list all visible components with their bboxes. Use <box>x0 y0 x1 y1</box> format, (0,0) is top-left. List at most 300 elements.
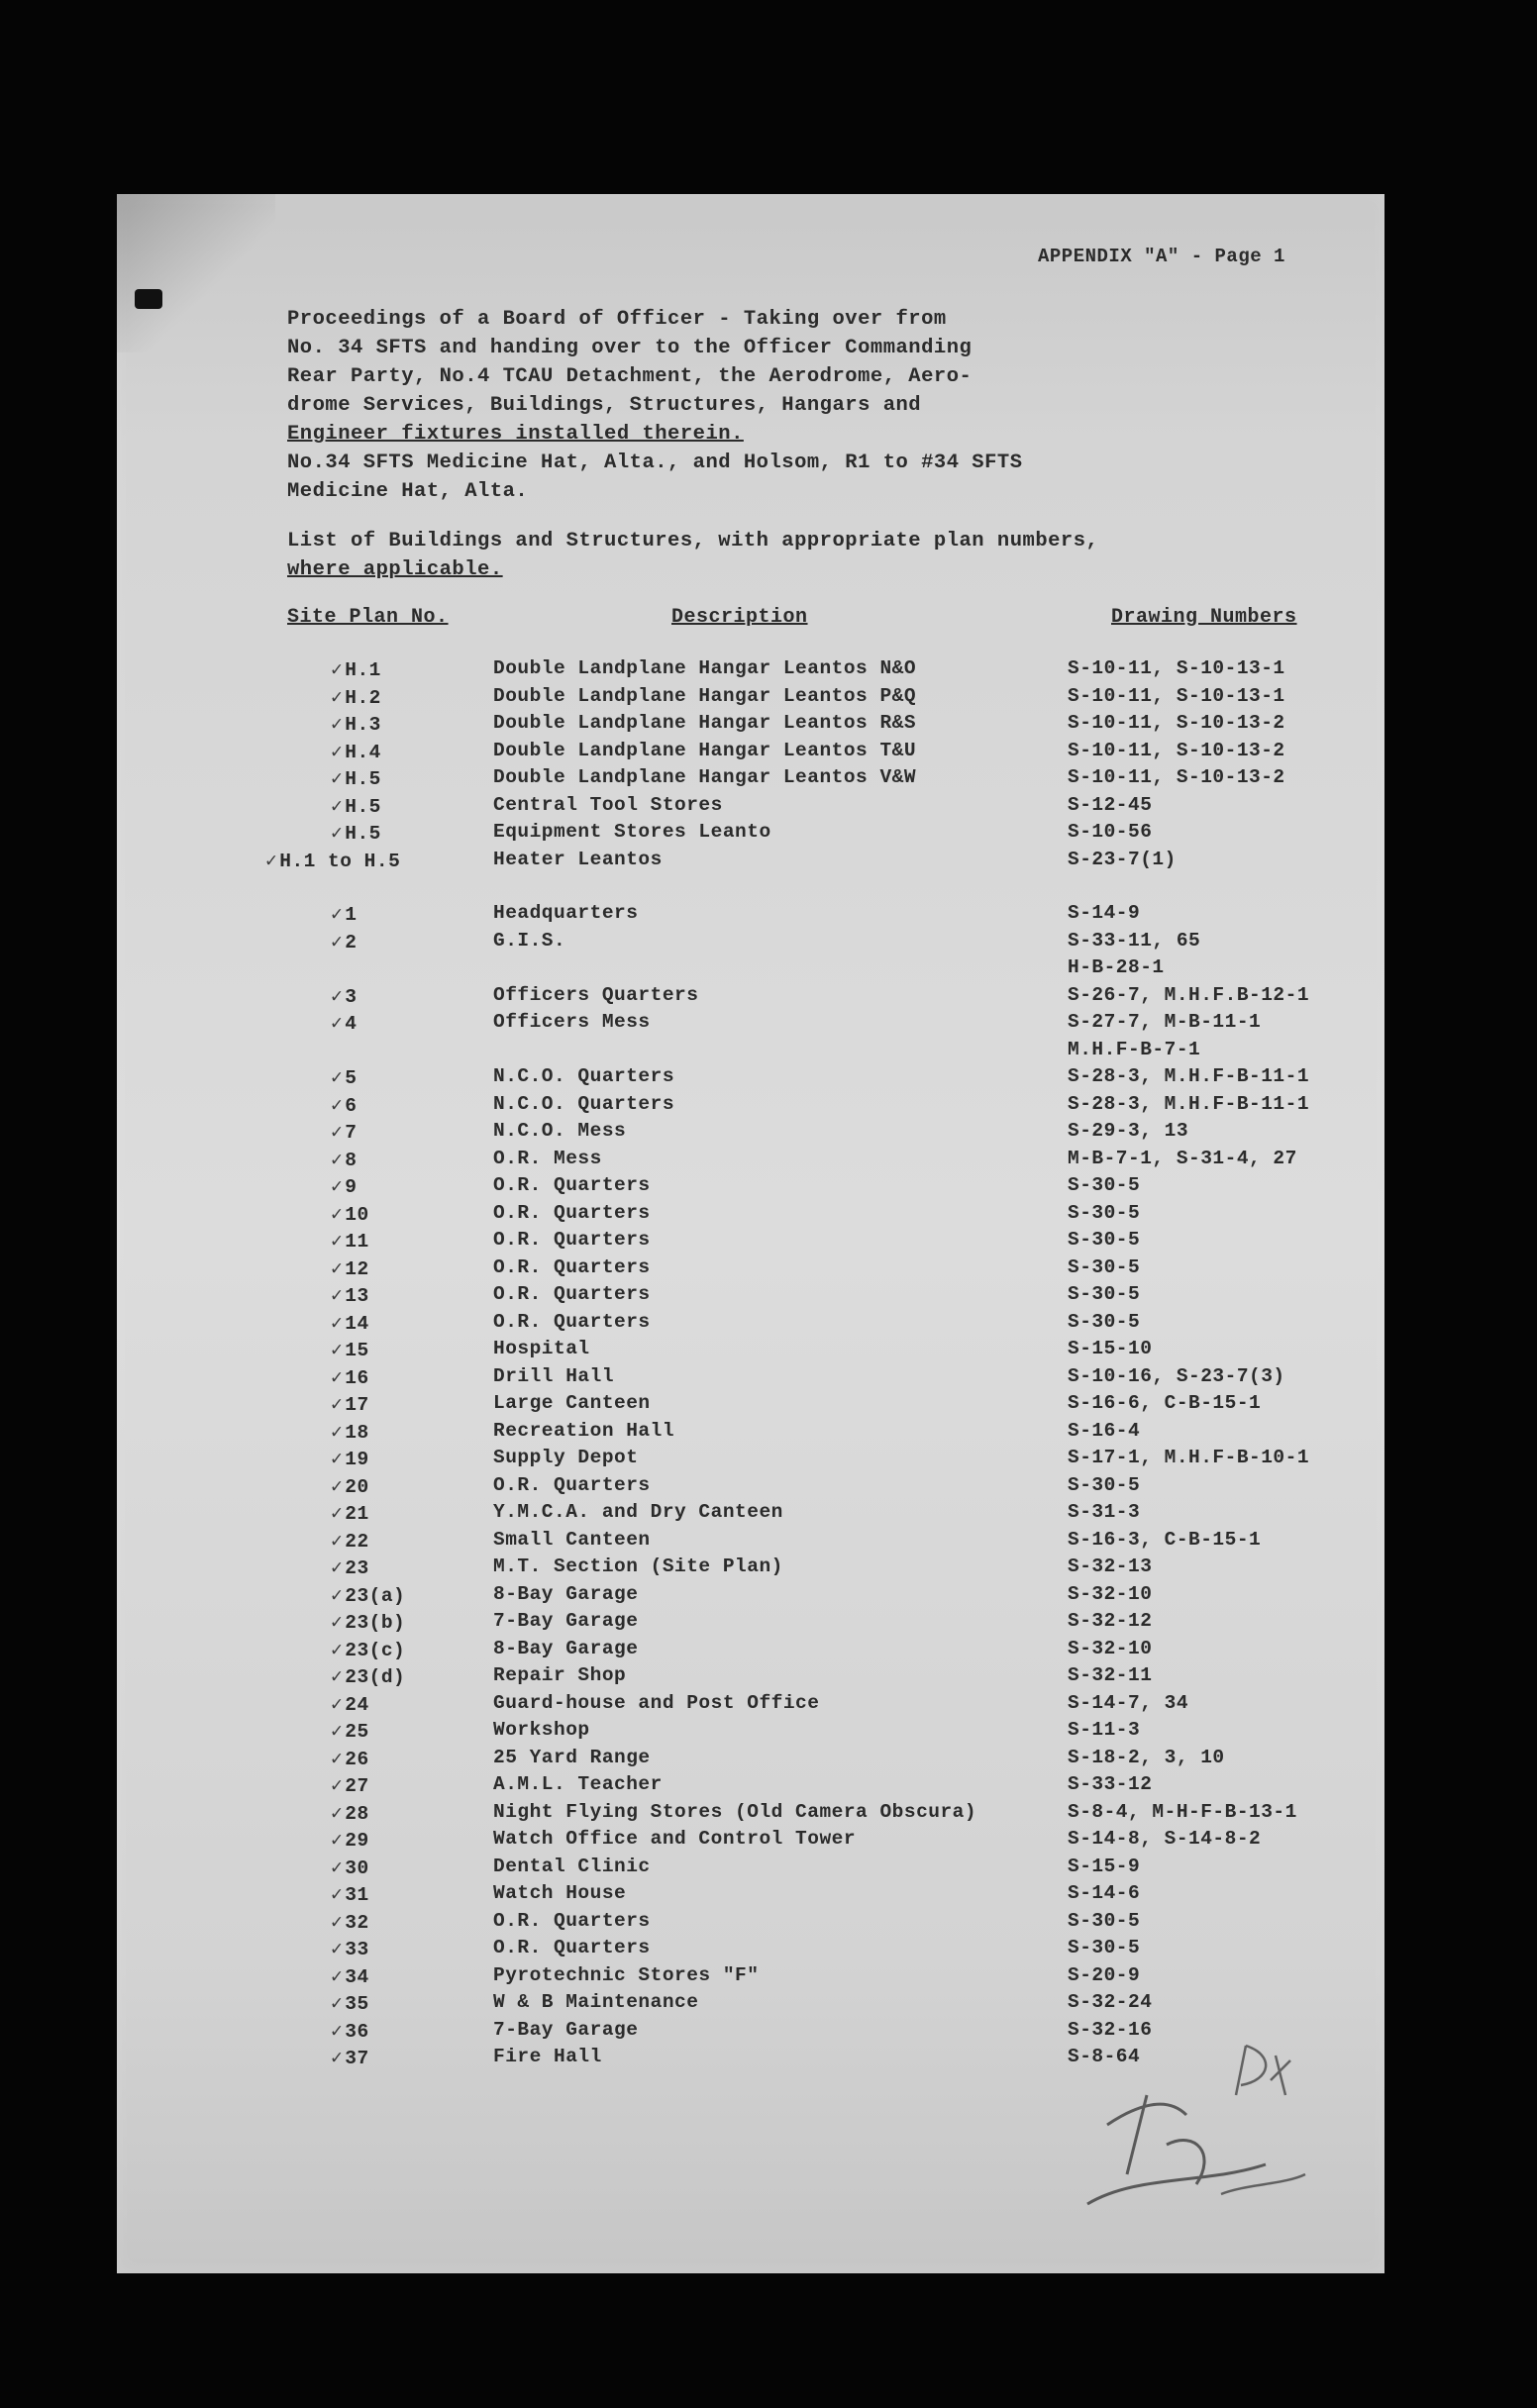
site-plan-cell <box>265 849 414 872</box>
table-row <box>117 1447 1384 1474</box>
table-row <box>117 712 1384 740</box>
list-intro-line: List of Buildings and Structures, with appropriate plan numbers, <box>287 530 1099 552</box>
drawing-number-cell: S-32-13 <box>1068 1555 1153 1577</box>
appendix-label: APPENDIX "A" - Page 1 <box>1038 246 1285 267</box>
table-row <box>117 1937 1384 1964</box>
table-row <box>117 1583 1384 1611</box>
site-plan-cell <box>331 1583 479 1607</box>
description-cell: Officers Quarters <box>493 983 699 1006</box>
site-plan-number: H.1 to H.5 <box>279 850 401 872</box>
heading-line: Rear Party, No.4 TCAU Detachment, the Aerodrome, Aero- <box>287 365 973 388</box>
site-plan-cell <box>331 1420 479 1444</box>
table-row <box>117 1692 1384 1720</box>
drawing-number-cell: S-10-56 <box>1068 821 1153 843</box>
drawing-number-cell: S-23-7(1) <box>1068 848 1177 870</box>
drawing-numbers-header: Drawing Numbers <box>1111 606 1297 629</box>
check-mark-icon: ✓ <box>331 741 344 763</box>
drawing-number-cell: S-10-11, S-10-13-2 <box>1068 739 1285 761</box>
site-plan-number: H.5 <box>345 795 381 818</box>
description-cell: 7-Bay Garage <box>493 2018 639 2041</box>
site-plan-cell <box>331 902 479 926</box>
site-plan-number: 17 <box>345 1394 369 1416</box>
site-plan-number: H.2 <box>345 686 381 709</box>
drawing-number-cell: S-33-12 <box>1068 1773 1153 1795</box>
description-cell: Night Flying Stores (Old Camera Obscura) <box>493 1800 977 1823</box>
site-plan-cell <box>331 2019 479 2043</box>
drawing-number-cell: S-33-11, 65 <box>1068 929 1201 952</box>
site-plan-number: 21 <box>345 1503 369 1525</box>
table-row <box>117 1828 1384 1856</box>
site-plan-number: 35 <box>345 1993 369 2015</box>
check-mark-icon: ✓ <box>331 1530 344 1553</box>
check-mark-icon: ✓ <box>331 1557 344 1579</box>
site-plan-number: 11 <box>345 1231 369 1253</box>
table-row <box>117 794 1384 822</box>
site-plan-cell <box>331 1747 479 1770</box>
table-row <box>117 1148 1384 1175</box>
site-plan-cell <box>331 1692 479 1716</box>
drawing-number-cell: S-26-7, M.H.F.B-12-1 <box>1068 983 1310 1006</box>
list-intro <box>287 527 1238 584</box>
drawing-number-cell: S-14-7, 34 <box>1068 1691 1189 1714</box>
check-mark-icon: ✓ <box>331 686 344 709</box>
description-cell: Large Canteen <box>493 1392 651 1414</box>
table-row <box>117 1747 1384 1774</box>
drawing-number-cell: S-17-1, M.H.F-B-10-1 <box>1068 1447 1310 1468</box>
description-cell: O.R. Quarters <box>493 1310 651 1333</box>
table-row <box>117 1719 1384 1747</box>
site-plan-number: 8 <box>345 1149 358 1171</box>
description-cell: N.C.O. Quarters <box>493 1092 675 1115</box>
heading-line: Medicine Hat, Alta. <box>287 480 529 503</box>
description-header: Description <box>671 606 808 629</box>
table-row <box>117 657 1384 685</box>
check-mark-icon: ✓ <box>331 1013 344 1035</box>
description-cell: Dental Clinic <box>493 1855 651 1877</box>
drawing-number-cell: S-30-5 <box>1068 1310 1141 1333</box>
heading-line: drome Services, Buildings, Structures, Hangars and <box>287 394 922 417</box>
site-plan-cell <box>331 1555 479 1579</box>
drawing-number-cell: S-15-10 <box>1068 1338 1153 1359</box>
site-plan-number: 29 <box>345 1830 369 1852</box>
drawing-number-cell: S-30-5 <box>1068 1937 1141 1958</box>
check-mark-icon: ✓ <box>331 904 344 926</box>
table-row <box>117 1638 1384 1665</box>
site-plan-number: 20 <box>345 1475 369 1498</box>
site-plan-number: 27 <box>345 1775 369 1797</box>
site-plan-cell <box>331 1392 479 1416</box>
description-cell: Double Landplane Hangar Leantos P&Q <box>493 684 917 707</box>
site-plan-number: 2 <box>345 931 358 953</box>
table-row <box>117 1202 1384 1230</box>
table-row <box>117 1910 1384 1938</box>
site-plan-number: 24 <box>345 1693 369 1716</box>
drawing-number-cell: S-20-9 <box>1068 1963 1141 1986</box>
drawing-number-cell: S-30-5 <box>1068 1909 1141 1932</box>
drawing-number-cell: S-10-16, S-23-7(3) <box>1068 1364 1285 1387</box>
list-intro-line: where applicable. <box>287 558 503 581</box>
table-row <box>117 1256 1384 1284</box>
site-plan-cell <box>331 1529 479 1553</box>
check-mark-icon: ✓ <box>331 1802 344 1825</box>
site-plan-number: H.1 <box>345 659 381 681</box>
check-mark-icon: ✓ <box>331 1911 344 1934</box>
drawing-number-cell: S-10-11, S-10-13-2 <box>1068 766 1285 788</box>
site-plan-cell <box>331 1093 479 1117</box>
table-row <box>117 1882 1384 1910</box>
site-plan-number: 31 <box>345 1884 369 1906</box>
table-row <box>117 1501 1384 1529</box>
description-cell: Central Tool Stores <box>493 793 723 816</box>
description-cell: Fire Hall <box>493 2046 602 2067</box>
site-plan-cell <box>331 1664 479 1688</box>
table-row <box>117 849 1384 876</box>
table-row <box>117 1011 1384 1039</box>
site-plan-cell <box>331 1882 479 1906</box>
site-plan-cell <box>331 1856 479 1879</box>
check-mark-icon: ✓ <box>331 1231 344 1253</box>
description-cell: Double Landplane Hangar Leantos V&W <box>493 766 917 788</box>
description-cell: M.T. Section (Site Plan) <box>493 1555 783 1577</box>
site-plan-cell <box>331 1719 479 1743</box>
check-mark-icon: ✓ <box>331 1176 344 1198</box>
description-cell: Watch Office and Control Tower <box>493 1828 857 1850</box>
site-plan-cell <box>331 1311 479 1335</box>
check-mark-icon: ✓ <box>331 1666 344 1688</box>
description-cell: 25 Yard Range <box>493 1746 651 1768</box>
site-plan-number: 1 <box>345 904 358 926</box>
drawing-number-cell: M-B-7-1, S-31-4, 27 <box>1068 1147 1297 1169</box>
description-cell: Watch House <box>493 1882 627 1904</box>
drawing-number-cell: S-16-6, C-B-15-1 <box>1068 1392 1262 1414</box>
description-cell: Double Landplane Hangar Leantos N&O <box>493 657 917 679</box>
check-mark-icon: ✓ <box>331 1939 344 1960</box>
site-plan-cell <box>331 1828 479 1852</box>
drawing-number-cell: S-30-5 <box>1068 1229 1141 1251</box>
site-plan-number: 23(b) <box>345 1612 406 1634</box>
table-row <box>117 1120 1384 1148</box>
site-plan-number: 23(d) <box>345 1666 406 1688</box>
check-mark-icon: ✓ <box>331 714 344 736</box>
site-plan-number: H.5 <box>345 768 381 790</box>
check-mark-icon: ✓ <box>331 1094 344 1117</box>
table-row <box>117 740 1384 767</box>
site-plan-cell <box>331 1011 479 1035</box>
table-row <box>117 1773 1384 1801</box>
drawing-number-cell: S-30-5 <box>1068 1201 1141 1224</box>
description-cell: Repair Shop <box>493 1664 627 1686</box>
heading-line: No.34 SFTS Medicine Hat, Alta., and Holsom, R1 to #34 SFTS <box>287 452 1023 474</box>
table-row <box>117 1610 1384 1638</box>
site-plan-number: 10 <box>345 1203 369 1226</box>
description-cell: O.R. Quarters <box>493 1201 651 1224</box>
site-plan-cell <box>331 1638 479 1661</box>
check-mark-icon: ✓ <box>331 2048 344 2069</box>
site-plan-header: Site Plan No. <box>287 606 449 629</box>
description-cell: 8-Bay Garage <box>493 1637 639 1659</box>
site-plan-number: 14 <box>345 1312 369 1335</box>
check-mark-icon: ✓ <box>331 1993 344 2015</box>
check-mark-icon: ✓ <box>331 1639 344 1661</box>
description-cell: Double Landplane Hangar Leantos T&U <box>493 739 917 761</box>
drawing-number-cell: S-28-3, M.H.F-B-11-1 <box>1068 1065 1310 1087</box>
site-plan-number: 18 <box>345 1421 369 1444</box>
table-row <box>117 821 1384 849</box>
drawing-number-cell: H-B-28-1 <box>1068 956 1165 978</box>
table-row <box>117 1801 1384 1829</box>
table-row <box>117 1474 1384 1502</box>
drawing-number-cell: S-30-5 <box>1068 1255 1141 1278</box>
site-plan-number: 30 <box>345 1856 369 1879</box>
site-plan-number: 34 <box>345 1965 369 1988</box>
description-cell: O.R. Quarters <box>493 1283 651 1305</box>
check-mark-icon: ✓ <box>331 1149 344 1171</box>
table-row-continuation <box>117 956 1384 984</box>
description-cell: Supply Depot <box>493 1447 639 1468</box>
drawing-number-cell: S-14-8, S-14-8-2 <box>1068 1828 1262 1850</box>
drawing-number-cell: S-8-4, M-H-F-B-13-1 <box>1068 1800 1297 1823</box>
check-mark-icon: ✓ <box>331 1503 344 1525</box>
drawing-number-cell: S-32-16 <box>1068 2018 1153 2041</box>
table-row <box>117 766 1384 794</box>
site-plan-cell <box>331 1202 479 1226</box>
drawing-number-cell: S-12-45 <box>1068 793 1153 816</box>
site-plan-number: 7 <box>345 1122 358 1144</box>
check-mark-icon: ✓ <box>331 1203 344 1226</box>
site-plan-number: 33 <box>345 1939 369 1960</box>
site-plan-cell <box>331 1065 479 1089</box>
description-cell: Workshop <box>493 1719 590 1741</box>
table-row <box>117 1392 1384 1420</box>
table-row <box>117 1529 1384 1556</box>
table-row <box>117 1093 1384 1121</box>
drawing-number-cell: S-15-9 <box>1068 1855 1141 1877</box>
check-mark-icon: ✓ <box>331 1965 344 1988</box>
check-mark-icon: ✓ <box>331 1830 344 1852</box>
site-plan-number: 36 <box>345 2020 369 2043</box>
table-row <box>117 984 1384 1012</box>
description-cell: A.M.L. Teacher <box>493 1773 663 1795</box>
check-mark-icon: ✓ <box>331 1421 344 1444</box>
site-plan-number: 22 <box>345 1530 369 1553</box>
site-plan-number: 25 <box>345 1721 369 1743</box>
handwritten-initials <box>1048 2036 1345 2234</box>
site-plan-cell <box>331 1801 479 1825</box>
site-plan-number: 28 <box>345 1802 369 1825</box>
site-plan-number: 13 <box>345 1285 369 1307</box>
description-cell: Equipment Stores Leanto <box>493 821 771 843</box>
drawing-number-cell: S-10-11, S-10-13-1 <box>1068 657 1285 679</box>
drawing-number-cell: S-30-5 <box>1068 1283 1141 1305</box>
site-plan-number: 9 <box>345 1176 358 1198</box>
description-cell: Double Landplane Hangar Leantos R&S <box>493 712 917 734</box>
description-cell: N.C.O. Mess <box>493 1120 627 1142</box>
drawing-number-cell: S-31-3 <box>1068 1501 1141 1523</box>
check-mark-icon: ✓ <box>331 1340 344 1361</box>
description-cell: Drill Hall <box>493 1364 615 1387</box>
check-mark-icon: ✓ <box>331 1775 344 1797</box>
description-cell: Headquarters <box>493 902 639 924</box>
description-cell: G.I.S. <box>493 929 566 952</box>
site-plan-number: 23 <box>345 1557 369 1579</box>
table-row <box>117 1229 1384 1256</box>
check-mark-icon: ✓ <box>331 1449 344 1470</box>
drawing-number-cell: S-16-4 <box>1068 1419 1141 1442</box>
description-cell: O.R. Mess <box>493 1147 602 1169</box>
site-plan-cell <box>331 1501 479 1525</box>
site-plan-cell <box>331 712 479 736</box>
site-plan-cell <box>331 930 479 953</box>
table-row <box>117 1555 1384 1583</box>
check-mark-icon: ✓ <box>331 1257 344 1280</box>
description-cell: W & B Maintenance <box>493 1991 699 2013</box>
drawing-number-cell: S-30-5 <box>1068 1473 1141 1496</box>
description-cell: O.R. Quarters <box>493 1174 651 1196</box>
site-plan-number: 32 <box>345 1911 369 1934</box>
check-mark-icon: ✓ <box>331 1312 344 1335</box>
site-plan-cell <box>331 1283 479 1307</box>
site-plan-number: 6 <box>345 1094 358 1117</box>
column-headers <box>117 606 1384 636</box>
site-plan-cell <box>331 1365 479 1389</box>
description-cell: Small Canteen <box>493 1528 651 1551</box>
description-cell: O.R. Quarters <box>493 1229 651 1251</box>
description-cell: N.C.O. Quarters <box>493 1065 675 1087</box>
table-row <box>117 1283 1384 1311</box>
site-plan-cell <box>331 1338 479 1361</box>
table-row <box>117 1365 1384 1393</box>
check-mark-icon: ✓ <box>331 2020 344 2043</box>
site-plan-number: 23(c) <box>345 1639 406 1661</box>
drawing-number-cell: S-14-6 <box>1068 1882 1141 1904</box>
description-cell: Y.M.C.A. and Dry Canteen <box>493 1501 783 1523</box>
site-plan-cell <box>331 1991 479 2015</box>
site-plan-number: 23(a) <box>345 1584 406 1607</box>
drawing-number-cell: S-32-12 <box>1068 1610 1153 1632</box>
site-plan-number: H.3 <box>345 714 381 736</box>
drawing-number-cell: S-32-10 <box>1068 1582 1153 1605</box>
check-mark-icon: ✓ <box>331 1721 344 1743</box>
check-mark-icon: ✓ <box>331 1884 344 1906</box>
site-plan-number: 16 <box>345 1366 369 1389</box>
site-plan-cell <box>331 1964 479 1988</box>
table-row <box>117 930 1384 957</box>
heading-line: Proceedings of a Board of Officer - Taking over from <box>287 308 947 331</box>
site-plan-cell <box>331 984 479 1008</box>
table-row <box>117 1856 1384 1883</box>
site-plan-number: 12 <box>345 1257 369 1280</box>
table-row <box>117 1311 1384 1339</box>
check-mark-icon: ✓ <box>331 1856 344 1879</box>
check-mark-icon: ✓ <box>331 1693 344 1716</box>
description-cell: Guard-house and Post Office <box>493 1691 820 1714</box>
site-plan-cell <box>331 1447 479 1470</box>
drawing-number-cell: S-18-2, 3, 10 <box>1068 1746 1225 1768</box>
punch-hole-mark <box>135 289 162 309</box>
table-row <box>117 1065 1384 1093</box>
drawing-number-cell: S-28-3, M.H.F-B-11-1 <box>1068 1092 1310 1115</box>
check-mark-icon: ✓ <box>331 1366 344 1389</box>
drawing-number-cell: S-10-11, S-10-13-2 <box>1068 712 1285 734</box>
table-row-continuation <box>117 1039 1384 1066</box>
site-plan-number: 19 <box>345 1449 369 1470</box>
site-plan-cell <box>331 1910 479 1934</box>
site-plan-cell <box>331 1773 479 1797</box>
site-plan-number: H.5 <box>345 823 381 845</box>
check-mark-icon: ✓ <box>331 1475 344 1498</box>
check-mark-icon: ✓ <box>331 1748 344 1770</box>
description-cell: O.R. Quarters <box>493 1937 651 1958</box>
drawing-number-cell: S-32-11 <box>1068 1664 1153 1686</box>
table-row <box>117 1420 1384 1448</box>
table-row <box>117 902 1384 930</box>
site-plan-number: 5 <box>345 1067 358 1089</box>
drawing-number-cell: S-8-64 <box>1068 2046 1141 2067</box>
description-cell: O.R. Quarters <box>493 1473 651 1496</box>
description-cell: 8-Bay Garage <box>493 1582 639 1605</box>
document-page <box>117 194 1384 2273</box>
table-row <box>117 1174 1384 1202</box>
drawing-number-cell: S-11-3 <box>1068 1719 1141 1741</box>
description-cell: O.R. Quarters <box>493 1909 651 1932</box>
check-mark-icon: ✓ <box>331 768 344 790</box>
drawing-number-cell: S-27-7, M-B-11-1 <box>1068 1011 1262 1033</box>
site-plan-cell <box>331 2046 479 2069</box>
drawing-number-cell: S-32-10 <box>1068 1637 1153 1659</box>
description-cell: Heater Leantos <box>493 848 663 870</box>
check-mark-icon: ✓ <box>331 659 344 681</box>
table-row <box>117 1338 1384 1365</box>
check-mark-icon: ✓ <box>331 1394 344 1416</box>
site-plan-number: H.4 <box>345 741 381 763</box>
site-plan-cell <box>331 766 479 790</box>
check-mark-icon: ✓ <box>331 1612 344 1634</box>
heading-line: Engineer fixtures installed therein. <box>287 423 744 446</box>
drawing-number-cell: S-16-3, C-B-15-1 <box>1068 1528 1262 1551</box>
site-plan-cell <box>331 1120 479 1144</box>
check-mark-icon: ✓ <box>331 795 344 818</box>
drawing-number-cell: S-10-11, S-10-13-1 <box>1068 684 1285 707</box>
drawing-number-cell: S-14-9 <box>1068 902 1141 924</box>
site-plan-cell <box>331 821 479 845</box>
site-plan-cell <box>331 1229 479 1253</box>
drawing-number-cell: S-30-5 <box>1068 1174 1141 1196</box>
table-row <box>117 1664 1384 1692</box>
drawing-number-cell: S-29-3, 13 <box>1068 1120 1189 1142</box>
check-mark-icon: ✓ <box>331 985 344 1008</box>
site-plan-number: 37 <box>345 2048 369 2069</box>
check-mark-icon: ✓ <box>331 1285 344 1307</box>
site-plan-number: 15 <box>345 1340 369 1361</box>
site-plan-cell <box>331 794 479 818</box>
table-row <box>117 1964 1384 1992</box>
site-plan-cell <box>331 1256 479 1280</box>
table-row <box>117 685 1384 713</box>
site-plan-cell <box>331 1148 479 1171</box>
drawing-number-cell: M.H.F-B-7-1 <box>1068 1038 1201 1060</box>
description-cell: Hospital <box>493 1338 590 1359</box>
site-plan-cell <box>331 1174 479 1198</box>
site-plan-cell <box>331 1937 479 1960</box>
site-plan-number: 4 <box>345 1013 358 1035</box>
check-mark-icon: ✓ <box>265 850 278 872</box>
table-row <box>117 1991 1384 2019</box>
site-plan-cell <box>331 685 479 709</box>
check-mark-icon: ✓ <box>331 1122 344 1144</box>
check-mark-icon: ✓ <box>331 931 344 953</box>
site-plan-cell <box>331 1474 479 1498</box>
document-heading <box>287 305 1238 506</box>
